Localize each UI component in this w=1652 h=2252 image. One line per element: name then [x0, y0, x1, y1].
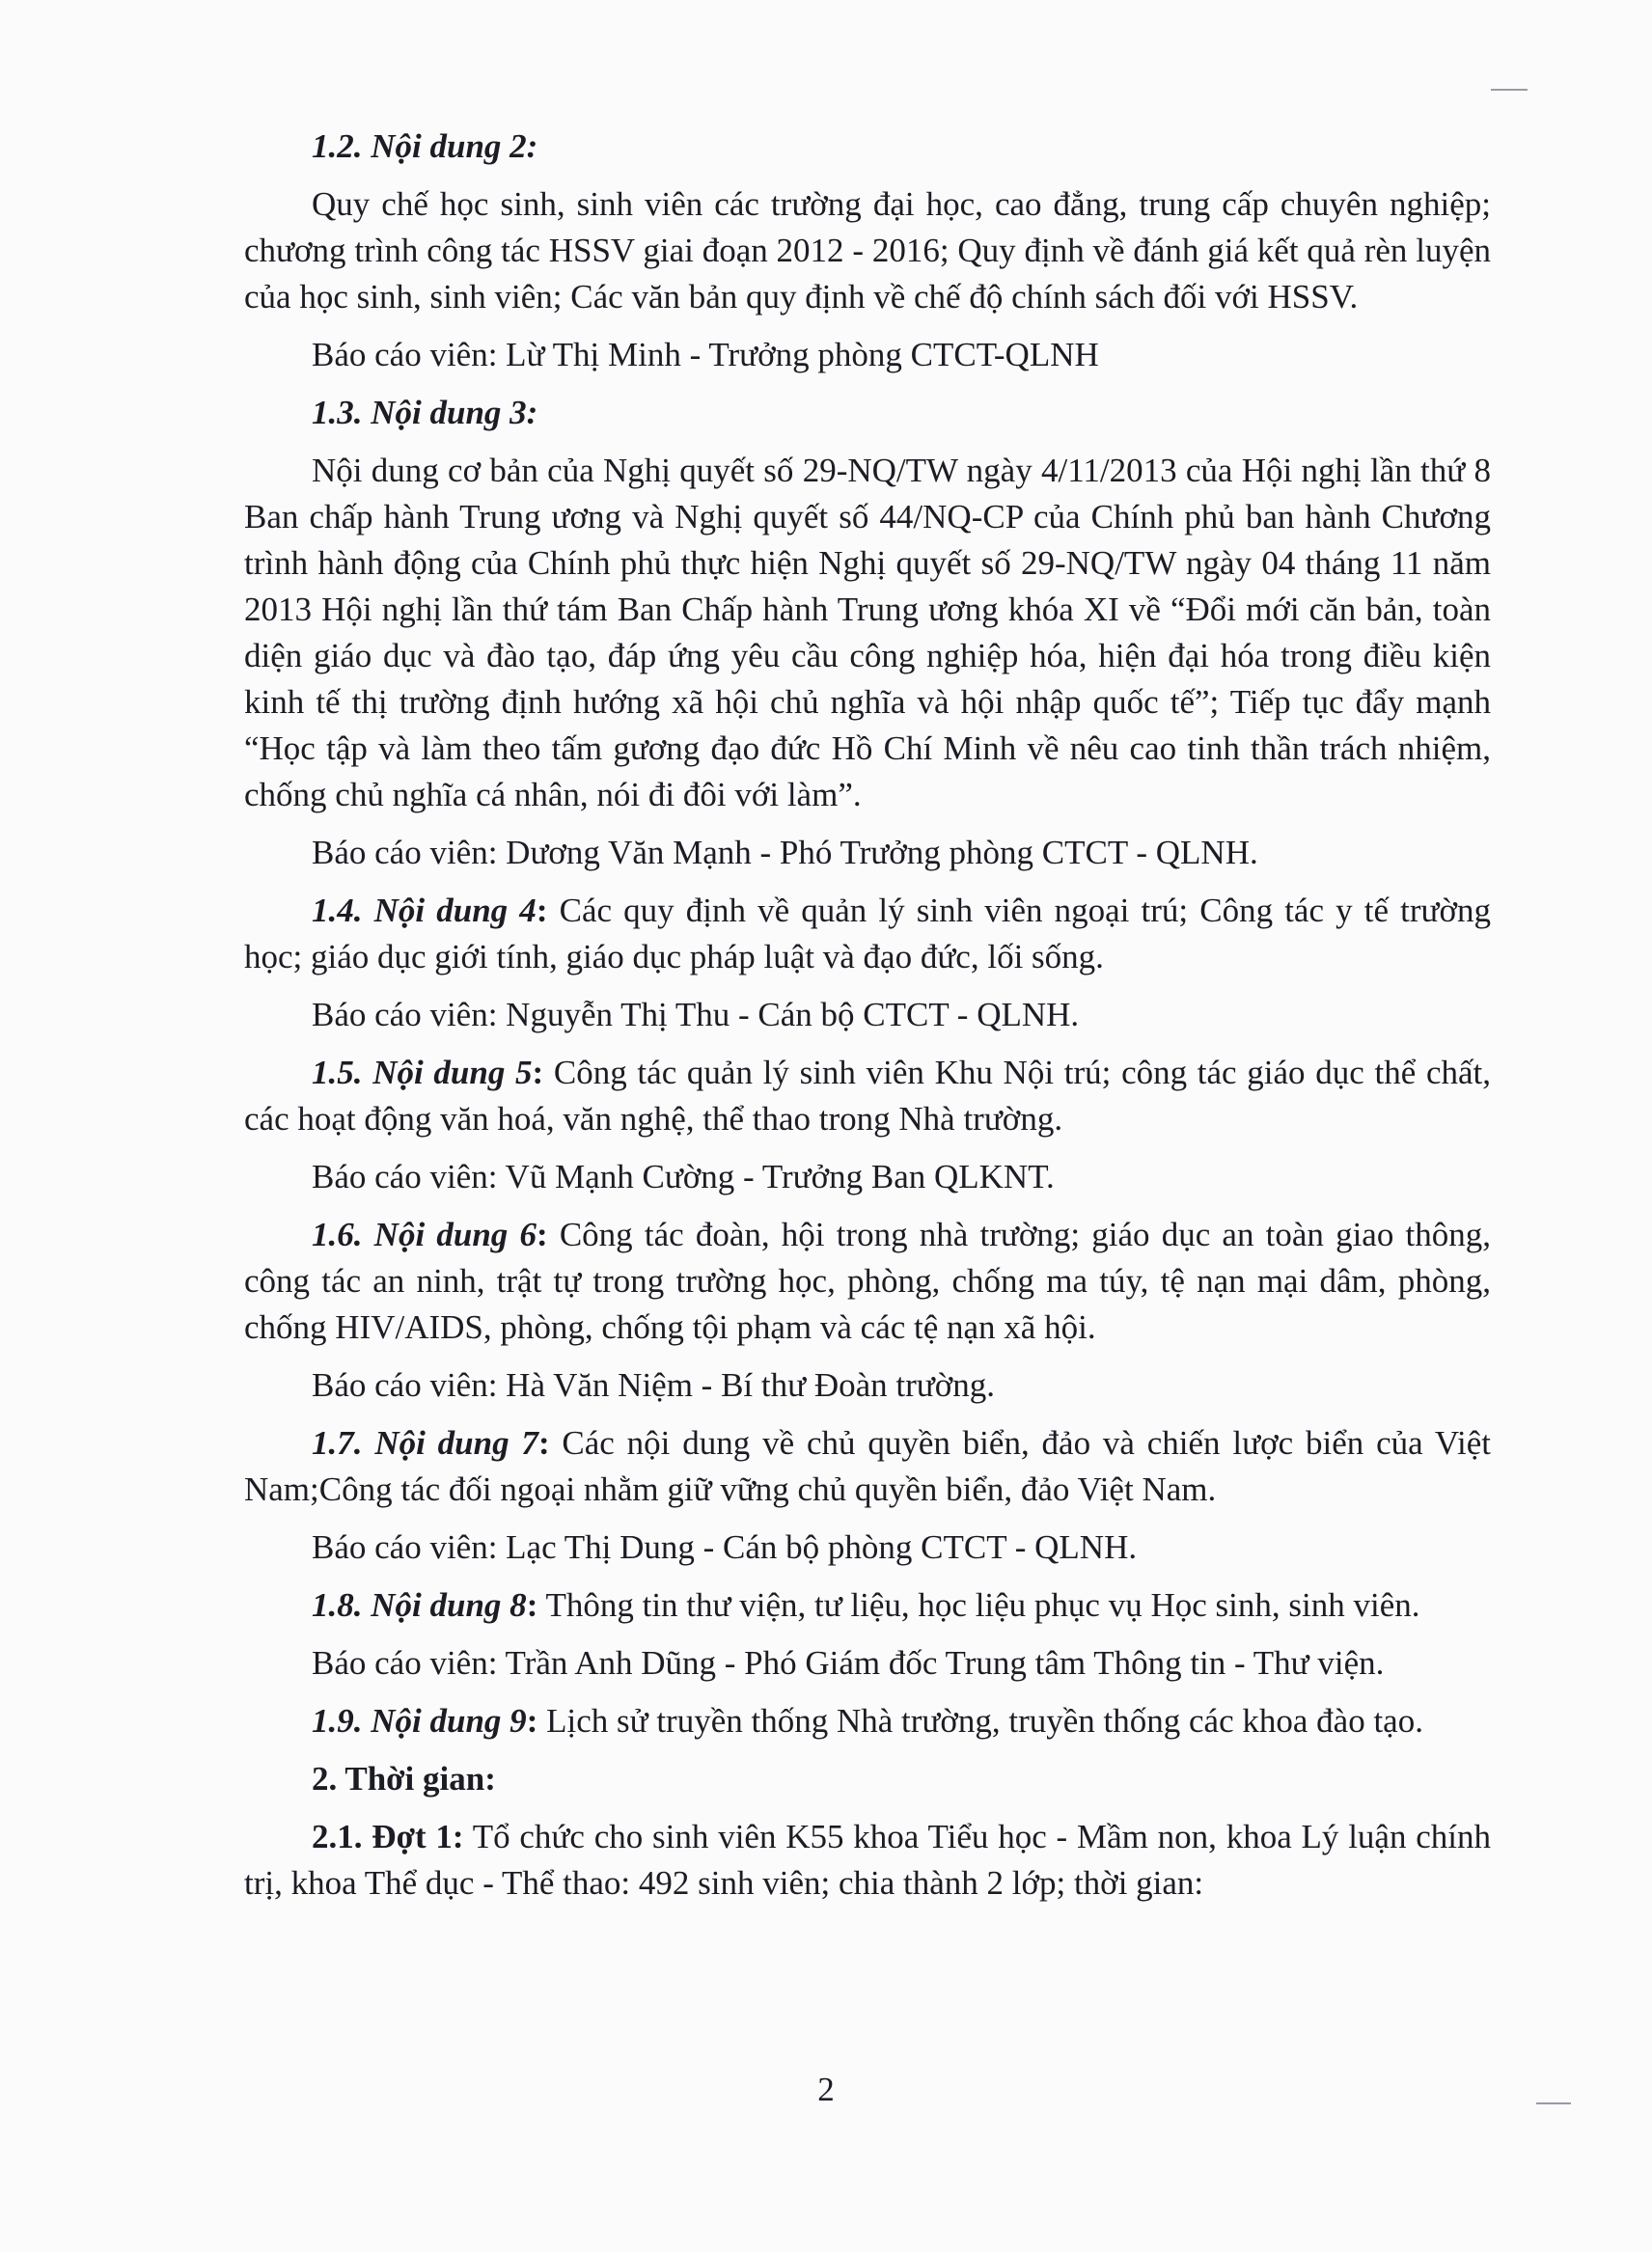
section-body-2-1: Tổ chức cho sinh viên K55 khoa Tiểu học - Mầm non, khoa Lý luận chính trị, khoa Thể dục - Thể thao: 492 sinh viên; chia thành 2 lớp; thời gian:	[244, 1818, 1492, 1902]
section-heading-1-2: 1.2. Nội dung 2:	[312, 127, 538, 165]
section-heading-2: 2. Thời gian:	[312, 1760, 496, 1798]
section-colon-1-5: :	[532, 1054, 544, 1091]
section-colon-1-9: :	[526, 1702, 538, 1740]
reporter-1-5: Báo cáo viên: Vũ Mạnh Cường - Trưởng Ban QLKNT.	[312, 1158, 1055, 1195]
section-colon-1-7: :	[537, 1424, 550, 1462]
reporter-1-7: Báo cáo viên: Lạc Thị Dung - Cán bộ phòng CTCT - QLNH.	[312, 1528, 1138, 1566]
section-1-9	[244, 1698, 1491, 1744]
section-colon-1-4: :	[536, 892, 548, 929]
section-heading-1-3: 1.3. Nội dung 3:	[312, 394, 538, 431]
reporter-1-3: Báo cáo viên: Dương Văn Mạnh - Phó Trưởng phòng CTCT - QLNH.	[312, 834, 1258, 871]
section-label-1-6: 1.6. Nội dung 6	[312, 1216, 537, 1253]
reporter-1-4: Báo cáo viên: Nguyễn Thị Thu - Cán bộ CTCT - QLNH.	[312, 996, 1080, 1033]
section-body-1-3: Nội dung cơ bản của Nghị quyết số 29-NQ/TW ngày 4/11/2013 của Hội nghị lần thứ 8 Ban chấp hành Trung ương và Nghị quyết số 44/NQ-CP của Chính phủ ban hành Chương trình hành động của Chính phủ thực hiện Nghị quyết số 29-NQ/TW ngày 04 tháng 11 năm 2013 Hội nghị lần thứ tám Ban Chấp hành Trung ương khóa XI về “Đổi mới căn bản, toàn diện giáo dục và đào tạo, đáp ứng yêu cầu công nghiệp hóa, hiện đại hóa trong điều kiện kinh tế thị trường định hướng xã hội chủ nghĩa và hội nhập quốc tế”; Tiếp tục đẩy mạnh “Học tập và làm theo tấm gương đạo đức Hồ Chí Minh về nêu cao tinh thần trách nhiệm, chống chủ nghĩa cá nhân, nói đi đôi với làm”.	[244, 452, 1491, 813]
section-body-1-4: Các quy định về quản lý sinh viên ngoại trú; Công tác y tế trường học; giáo dục giới tính, giáo dục pháp luật và đạo đức, lối sống.	[244, 892, 1491, 975]
section-colon-1-6: :	[536, 1216, 548, 1253]
section-label-1-7: 1.7. Nội dung 7	[312, 1424, 538, 1462]
section-1-8	[244, 1582, 1491, 1629]
section-1-7	[244, 1420, 1491, 1513]
reporter-1-6: Báo cáo viên: Hà Văn Niệm - Bí thư Đoàn trường.	[312, 1366, 996, 1404]
section-body-1-2: Quy chế học sinh, sinh viên các trường đại học, cao đẳng, trung cấp chuyên nghiệp; chương trình công tác HSSV giai đoạn 2012 - 2016; Quy định về đánh giá kết quả rèn luyện của học sinh, sinh viên; Các văn bản quy định về chế độ chính sách đối với HSSV.	[244, 185, 1491, 316]
section-body-1-8: Thông tin thư viện, tư liệu, học liệu phục vụ Học sinh, sinh viên.	[537, 1586, 1420, 1624]
section-1-4	[244, 888, 1491, 980]
section-body-1-5: Công tác quản lý sinh viên Khu Nội trú; công tác giáo dục thể chất, các hoạt động văn hoá, văn nghệ, thể thao trong Nhà trường.	[244, 1054, 1491, 1138]
section-body-1-7: Các nội dung về chủ quyền biển, đảo và chiến lược biển của Việt Nam;Công tác đối ngoại nhằm giữ vững chủ quyền biển, đảo Việt Nam.	[244, 1424, 1491, 1508]
reporter-1-8: Báo cáo viên: Trần Anh Dũng - Phó Giám đốc Trung tâm Thông tin - Thư viện.	[312, 1644, 1385, 1682]
section-label-2-1: 2.1. Đợt 1:	[312, 1818, 464, 1855]
document-body	[244, 124, 1491, 1918]
section-label-1-8: 1.8. Nội dung 8	[312, 1586, 527, 1624]
section-1-5	[244, 1050, 1491, 1142]
section-label-1-9: 1.9. Nội dung 9	[312, 1702, 527, 1740]
section-body-1-9: Lịch sử truyền thống Nhà trường, truyền thống các khoa đào tạo.	[537, 1702, 1423, 1740]
page-number: 2	[817, 2071, 835, 2108]
section-1-6	[244, 1212, 1491, 1351]
scan-mark	[1491, 89, 1528, 91]
reporter-1-2: Báo cáo viên: Lừ Thị Minh - Trưởng phòng CTCT-QLNH	[312, 336, 1099, 373]
section-label-1-5: 1.5. Nội dung 5	[312, 1054, 533, 1091]
section-2-1	[244, 1814, 1491, 1907]
section-body-1-6: Công tác đoàn, hội trong nhà trường; giáo dục an toàn giao thông, công tác an ninh, trật tự trong trường học, phòng, chống ma túy, tệ nạn mại dâm, phòng, chống HIV/AIDS, phòng, chống tội phạm và các tệ nạn xã hội.	[244, 1216, 1491, 1346]
section-label-1-4: 1.4. Nội dung 4	[312, 892, 537, 929]
section-colon-1-8: :	[526, 1586, 538, 1624]
